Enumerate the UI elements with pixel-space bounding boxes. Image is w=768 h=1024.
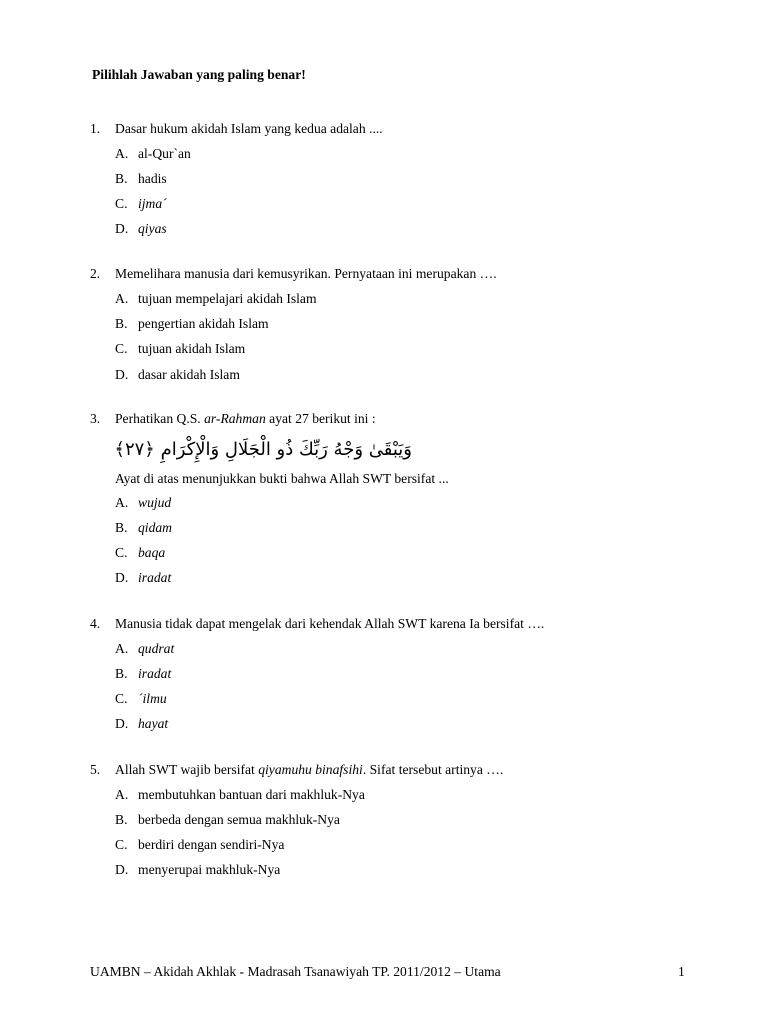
option-text: al-Qur`an <box>138 146 191 161</box>
option-letter: B. <box>115 666 128 681</box>
question-2-option-a <box>115 291 317 307</box>
question-5-stem <box>90 762 503 778</box>
question-5-option-d <box>115 862 280 878</box>
question-4-stem <box>90 616 544 632</box>
question-text-end: ayat 27 berikut ini : <box>265 411 376 426</box>
question-number: 5. <box>90 762 101 777</box>
page-number: 1 <box>678 964 685 979</box>
option-letter: D. <box>115 367 129 382</box>
question-5-option-c <box>115 837 284 853</box>
option-text: membutuhkan bantuan dari makhluk-Nya <box>138 787 365 802</box>
option-letter: B. <box>115 171 128 186</box>
option-letter: C. <box>115 196 128 211</box>
question-number: 4. <box>90 616 101 631</box>
question-number: 1. <box>90 121 101 136</box>
question-1-option-c <box>115 196 167 212</box>
question-number: 3. <box>90 411 101 426</box>
option-letter: C. <box>115 341 128 356</box>
question-text: Manusia tidak dapat mengelak dari kehendak Allah SWT karena Ia bersifat …. <box>115 616 545 631</box>
option-text: wujud <box>138 495 172 510</box>
question-4-option-c <box>115 691 167 707</box>
option-text: ijma´ <box>138 196 167 211</box>
option-letter: B. <box>115 812 128 827</box>
question-4-option-d <box>115 716 168 732</box>
page-footer: UAMBN – Akidah Akhlak - Madrasah Tsanawiyah TP. 2011/2012 – Utama <box>90 964 501 979</box>
option-text: ´ilmu <box>138 691 167 706</box>
question-3-option-d <box>115 570 171 586</box>
option-letter: D. <box>115 716 129 731</box>
option-text: baqa <box>138 545 166 560</box>
option-text: menyerupai makhluk-Nya <box>138 862 281 877</box>
question-3-option-a <box>115 495 171 511</box>
question-1-option-b <box>115 171 167 187</box>
option-text: dasar akidah Islam <box>138 367 240 382</box>
question-5-option-b <box>115 812 340 828</box>
option-text: qudrat <box>138 641 175 656</box>
question-4-option-b <box>115 666 171 682</box>
attribute-name: qiyamuhu binafsihi <box>258 762 363 777</box>
arabic-verse: وَيَبْقَىٰ وَجْهُ رَبِّكَ ذُو الْجَلَالِ وَالْإِكْرَامِ ﴿٢٧﴾ <box>114 439 412 460</box>
option-text: tujuan mempelajari akidah Islam <box>138 291 317 306</box>
option-text: hayat <box>138 716 169 731</box>
option-letter: C. <box>115 691 128 706</box>
option-text: qiyas <box>138 221 167 236</box>
question-2-option-d <box>115 367 240 383</box>
option-text: qidam <box>138 520 172 535</box>
question-3-prompt: Ayat di atas menunjukkan bukti bahwa Allah SWT bersifat ... <box>115 471 449 486</box>
option-text: iradat <box>138 570 172 585</box>
question-number: 2. <box>90 266 101 281</box>
question-3-option-c <box>115 545 165 561</box>
question-2-stem <box>90 266 497 282</box>
option-letter: A. <box>115 787 129 802</box>
option-letter: A. <box>115 495 129 510</box>
question-2-option-c <box>115 341 245 357</box>
option-text: pengertian akidah Islam <box>138 316 269 331</box>
option-letter: B. <box>115 520 128 535</box>
question-3-stem <box>90 411 376 427</box>
question-5-option-a <box>115 787 365 803</box>
option-letter: B. <box>115 316 128 331</box>
question-text-start: Perhatikan Q.S. <box>115 411 205 426</box>
option-letter: A. <box>115 291 129 306</box>
option-letter: D. <box>115 862 129 877</box>
question-1-stem <box>90 121 383 137</box>
question-text-start: Allah SWT wajib bersifat <box>115 762 259 777</box>
question-text: Dasar hukum akidah Islam yang kedua adalah .... <box>115 121 383 136</box>
option-letter: D. <box>115 570 129 585</box>
option-text: tujuan akidah Islam <box>138 341 246 356</box>
option-text: berdiri dengan sendiri-Nya <box>138 837 285 852</box>
question-3-option-b <box>115 520 172 536</box>
question-4-option-a <box>115 641 174 657</box>
question-2-option-b <box>115 316 269 332</box>
option-text: berbeda dengan semua makhluk-Nya <box>138 812 340 827</box>
option-letter: D. <box>115 221 129 236</box>
question-1-option-a <box>115 146 191 162</box>
question-text: Memelihara manusia dari kemusyrikan. Pernyataan ini merupakan …. <box>115 266 497 281</box>
option-letter: C. <box>115 545 128 560</box>
page-heading: Pilihlah Jawaban yang paling benar! <box>92 67 306 82</box>
option-text: hadis <box>138 171 167 186</box>
question-1-option-d <box>115 221 167 237</box>
option-letter: C. <box>115 837 128 852</box>
option-text: iradat <box>138 666 172 681</box>
question-text-end: . Sifat tersebut artinya …. <box>362 762 504 777</box>
option-letter: A. <box>115 146 129 161</box>
surah-name: ar-Rahman <box>204 411 266 426</box>
option-letter: A. <box>115 641 129 656</box>
